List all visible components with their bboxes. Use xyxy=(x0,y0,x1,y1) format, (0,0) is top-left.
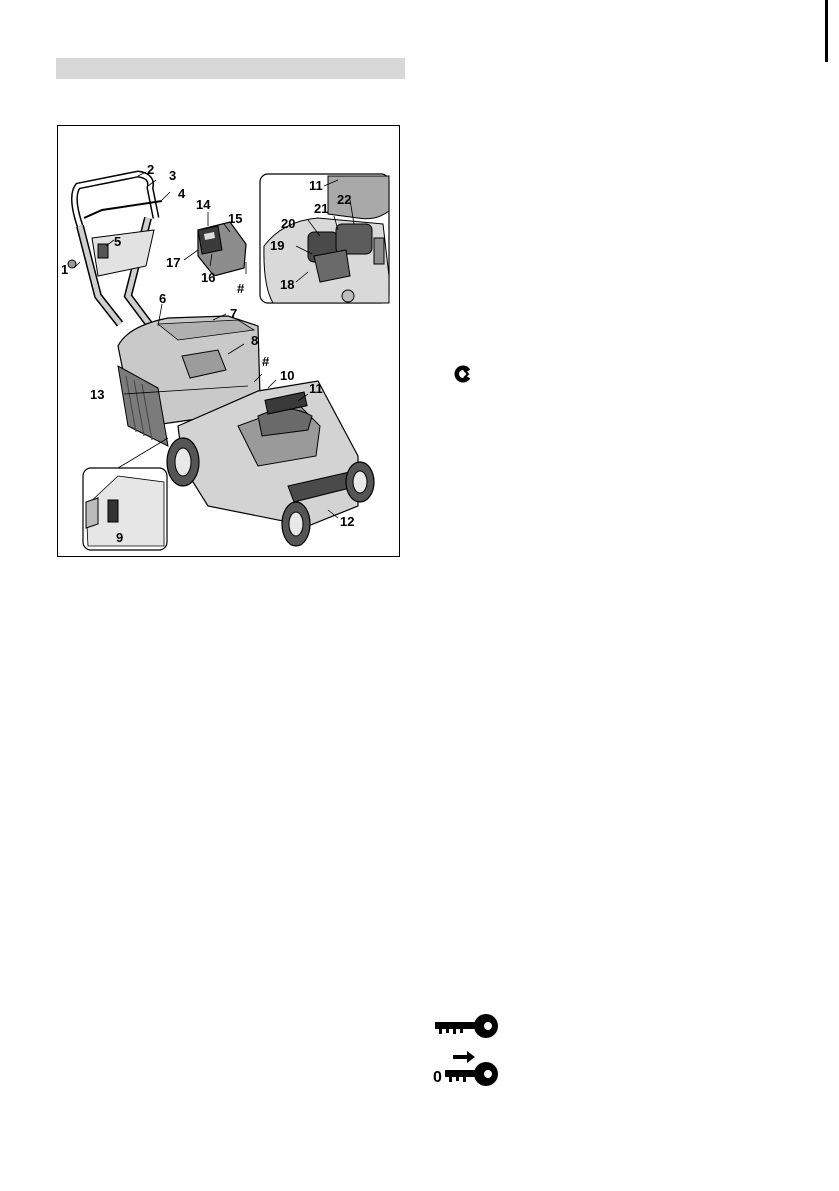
callout-11-main: 11 xyxy=(309,381,323,396)
callout-hash-mower: # xyxy=(262,354,270,369)
callout-1: 1 xyxy=(61,262,69,277)
callout-12: 12 xyxy=(340,514,355,529)
callout-3: 3 xyxy=(169,168,177,183)
callout-4: 4 xyxy=(178,186,186,201)
callout-16: 16 xyxy=(201,270,216,285)
callout-21: 21 xyxy=(314,201,329,216)
callout-19: 19 xyxy=(270,238,285,253)
callout-20: 20 xyxy=(281,216,296,231)
callout-22: 22 xyxy=(337,192,352,207)
callout-5: 5 xyxy=(114,234,122,249)
callout-17: 17 xyxy=(166,255,181,270)
page-edge-marker xyxy=(825,0,828,62)
key-zero-label: 0 xyxy=(433,1069,442,1086)
callout-11-inset: 11 xyxy=(309,178,323,193)
callout-18: 18 xyxy=(280,277,295,292)
callout-15: 15 xyxy=(228,211,243,226)
callout-8: 8 xyxy=(251,333,259,348)
section-heading-bar xyxy=(56,58,405,79)
mower-drawing xyxy=(58,126,401,558)
callout-6: 6 xyxy=(159,291,167,306)
callout-7: 7 xyxy=(230,306,238,321)
callout-14: 14 xyxy=(196,197,211,212)
key-remove-icon xyxy=(433,1048,499,1088)
handle-drawing xyxy=(68,174,162,336)
callout-13: 13 xyxy=(90,387,105,402)
callout-hash-battery: # xyxy=(237,281,245,296)
callout-10: 10 xyxy=(280,368,295,383)
callout-2: 2 xyxy=(147,162,155,177)
callout-9: 9 xyxy=(116,530,124,545)
c-arrow-icon xyxy=(453,364,473,384)
mower-illustration xyxy=(57,125,400,557)
key-icon xyxy=(433,1012,499,1040)
battery-pack-drawing xyxy=(198,222,246,276)
